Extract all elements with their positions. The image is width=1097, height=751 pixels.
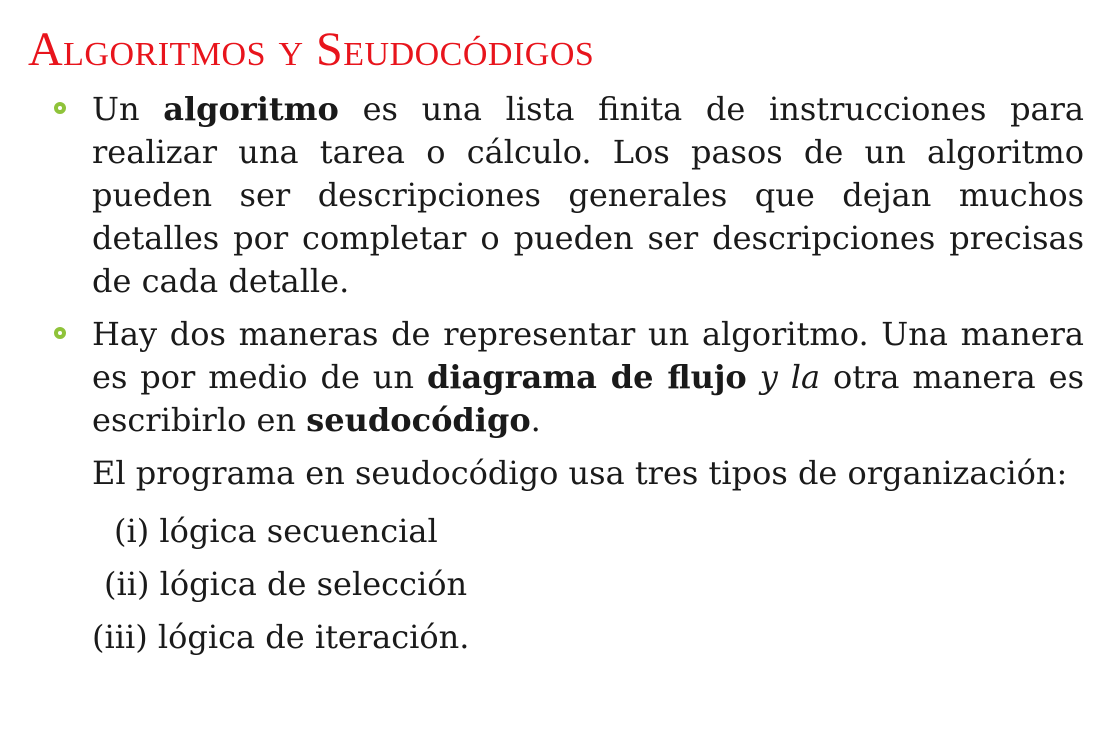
term-seudocodigo: seudocódigo	[306, 401, 531, 439]
organization-paragraph: El programa en seudocódigo usa tres tipos de organización:	[92, 454, 1068, 492]
logic-types-list	[54, 505, 1084, 664]
list-item-logica-seleccion: (ii) lógica de selección	[104, 565, 468, 603]
italic-connector: y la	[746, 358, 821, 396]
bullet-item-representacion	[54, 313, 1084, 442]
bullet-text-pre: Hay dos maneras de representar un algoritmo. Una manera es por medio de un	[92, 315, 1084, 396]
slide-title: Algoritmos y Seudocódigos	[28, 23, 595, 76]
list-item-logica-iteracion: (iii) lógica de iteración.	[92, 618, 470, 656]
term-algoritmo: algoritmo	[163, 90, 339, 128]
bullet-text-pre: Un	[92, 90, 164, 128]
bullet-text-post: .	[530, 401, 541, 439]
slide-body	[54, 88, 1084, 664]
term-diagrama-de-flujo: diagrama de flujo	[426, 358, 747, 396]
bullet-text-mid: otra manera es escribirlo en	[92, 358, 1085, 439]
list-item-logica-secuencial: (i) lógica secuencial	[114, 512, 438, 550]
bullet-item-algoritmo	[54, 88, 1084, 303]
hollow-circle-bullet-icon	[54, 327, 66, 339]
bullet-text-post: es una lista finita de instrucciones para realizar una tarea o cálculo. Los pasos de un algoritmo pueden ser descripciones generales que dejan muchos detalles por completar o pueden ser descripciones precisas de cada detalle.	[92, 90, 1084, 300]
hollow-circle-bullet-icon	[54, 102, 66, 114]
